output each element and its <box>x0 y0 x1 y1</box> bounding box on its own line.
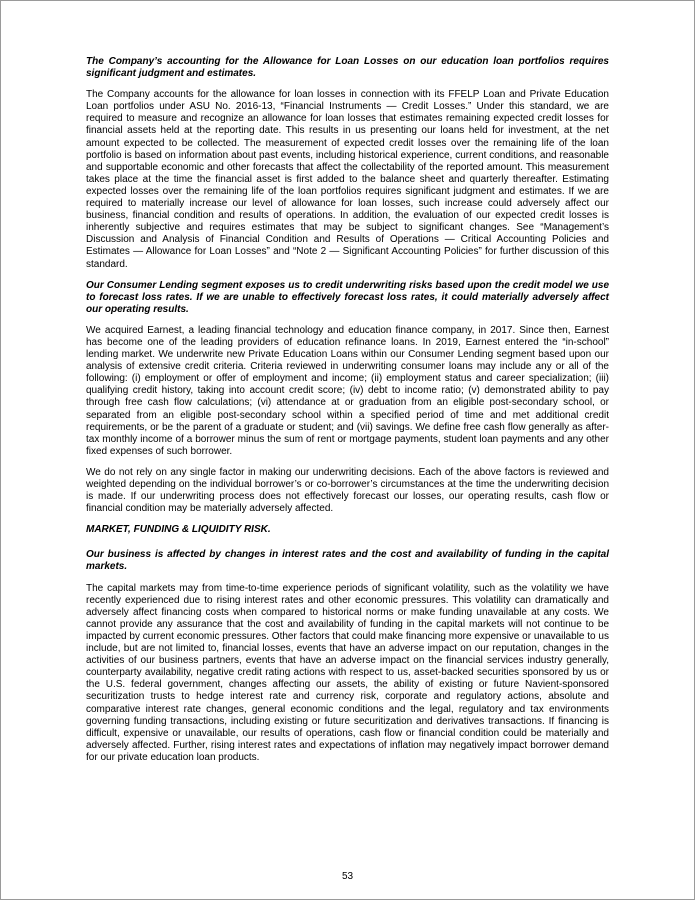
page-number: 53 <box>341 871 354 882</box>
paragraph-capital-markets-volatility: The capital markets may from time-to-time experience periods of significant volatility, such as the volatility we have recently experienced due to rising interest rates and other economic pressures. This volatility can dramatically and adversely affect financing costs when compared to historical norms or make funding unavailable at any costs. We cannot provide any assurance that the cost and availability of funding in the capital markets will not continue to be impacted by current economic pressures. Other factors that could make financing more expensive or unavailable to us include, but are not limited to, financial losses, events that have an adverse impact on our reputation, changes in the activities of our business partners, events that have an adverse impact on the financial services industry generally, counterparty availability, negative credit rating actions with respect to us, asset-backed securities sponsored by us or the U.S. federal government, changes affecting our assets, the ability of existing or future Navient-sponsored securitization trusts to hedge interest rate and currency risk, corporate and regulatory actions, absolute and comparative interest rate changes, general economic conditions and the legal, regulatory and tax environments governing funding transactions, including existing or future securitization and derivatives transactions. If financing is difficult, expensive or unavailable, our results of operations, cash flow or financial condition could be materially and adversely affected. Further, rising interest rates and expectations of inflation may negatively impact borrower demand for our private education loan products. <box>86 582 609 763</box>
section-heading-consumer-lending-risk: Our Consumer Lending segment exposes us to credit underwriting risks based upon the credit model we use to forecast loss rates. If we are unable to effectively forecast loss rates, it could materially adversely affect our operating results. <box>86 279 609 315</box>
page-content <box>86 56 609 773</box>
section-heading-market-funding-liquidity-risk: MARKET, FUNDING & LIQUIDITY RISK. <box>86 524 271 536</box>
paragraph-underwriting-decisions: We do not rely on any single factor in making our underwriting decisions. Each of the above factors is reviewed and weighted depending on the individual borrower’s or co-borrower’s circumstances at the time the underwriting decision is made. If our underwriting process does not effectively forecast our losses, our operating results, cash flow or financial condition may be materially adversely affected. <box>86 466 609 515</box>
section-heading-interest-rates-funding: Our business is affected by changes in interest rates and the cost and availability of funding in the capital markets. <box>86 549 609 573</box>
paragraph-earnest-underwriting-criteria: We acquired Earnest, a leading financial technology and education finance company, in 2017. Since then, Earnest has become one of the leading providers of education refinance loans. In 2019, Earnest entered the “in-school” lending market. We underwrite new Private Education Loans within our Consumer Lending segment based upon our analysis of extensive credit criteria. Criteria reviewed in underwriting consumer loans may include any or all of the following: (i) employment or offer of employment and income; (ii) employment status and career specialization; (iii) qualifying credit history, taking into account credit score; (iv) debt to income ratio; (v) demonstrated ability to pay through free cash flow calculations; (vi) attendance at or graduation from an eligible post-secondary school, or separated from an eligible post-secondary school within a specified period of time and met additional credit requirements, or be the parent of a graduate or student; and (vii) savings. We define free cash flow generally as after-tax monthly income of a borrower minus the sum of rent or mortgage payments, student loan payments and any other fixed expenses of such borrower. <box>86 324 609 457</box>
section-heading-allowance-for-loan-losses: The Company’s accounting for the Allowance for Loan Losses on our education loan portfolios requires significant judgment and estimates. <box>86 56 609 80</box>
paragraph-allowance-accounting: The Company accounts for the allowance for loan losses in connection with its FFELP Loan and Private Education Loan portfolios under ASU No. 2016-13, “Financial Instruments — Credit Losses.” Under this standard, we are required to measure and recognize an allowance for loan losses that estimates remaining expected credit losses for financial assets held at the reporting date. This results in us presenting our loans held for investment, at the net amount expected to be collected. The measurement of expected credit losses over the remaining life of the loan portfolio is based on information about past events, including historical experience, current conditions, and reasonable and supportable economic and other forecasts that affect the collectability of the reported amount. This measurement takes place at the time the financial asset is first added to the balance sheet and quarterly thereafter. Estimating expected losses over the remaining life of the loan portfolios requires significant judgment and estimates. If we are required to materially increase our level of allowance for loan losses, such increase could adversely affect our business, financial condition and results of operations. In addition, the evaluation of our expected credit losses is inherently subjective and requires estimates that may be subject to significant changes. See “Management’s Discussion and Analysis of Financial Condition and Results of Operations — Critical Accounting Policies and Estimates — Allowance for Loan Losses” and “Note 2 — Significant Accounting Policies” for further discussion of this standard. <box>86 89 609 270</box>
